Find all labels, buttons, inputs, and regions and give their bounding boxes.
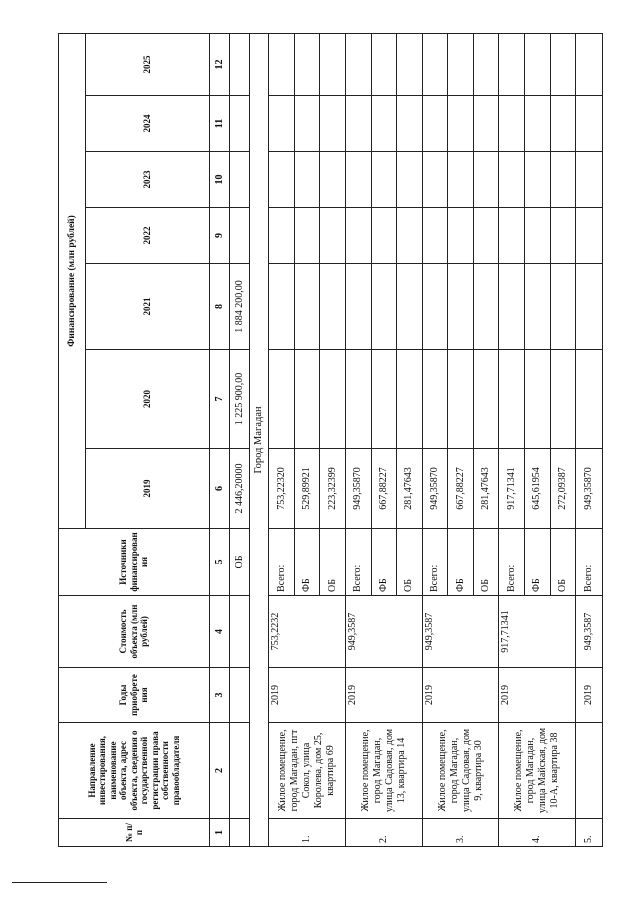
col-number: 12	[210, 33, 230, 95]
value-2019: 281,47643	[473, 449, 499, 529]
table-row	[269, 33, 295, 846]
object-cost: 753,2232	[269, 596, 346, 668]
object-year: 2019	[345, 668, 422, 723]
source-cell: Всего:	[576, 529, 603, 596]
value-2019: 949,35870	[422, 449, 448, 529]
value-2019: 645,61954	[525, 449, 551, 529]
value-2019: 529,89921	[294, 449, 320, 529]
col-number: 8	[210, 264, 230, 350]
header-year-2019: 2019	[85, 449, 210, 529]
header-num: № п/п	[59, 819, 210, 847]
totals-row	[230, 33, 250, 846]
col-number: 11	[210, 96, 230, 152]
object-direction	[576, 723, 603, 819]
value-2019: 917,71341	[499, 449, 525, 529]
object-direction: Жилое помещение, город Магадан, пгт Сокол, улица Королева, дом 25, квартира 69	[269, 723, 346, 819]
object-cost: 949,3587	[422, 596, 499, 668]
section-title: Город Магадан	[250, 33, 269, 846]
object-direction: Жилое помещение, город Магадан, улица Майская, дом 10-А, квартира 38	[499, 723, 576, 819]
object-num: 2.	[345, 819, 422, 847]
header-year-2025: 2025	[85, 33, 210, 95]
header-year-2024: 2024	[85, 96, 210, 152]
totals-2019: 2 446,20000	[230, 449, 250, 529]
table-row	[576, 33, 603, 846]
col-number: 4	[210, 596, 230, 668]
source-cell: ОБ	[320, 529, 346, 596]
col-number: 3	[210, 668, 230, 723]
object-year: 2019	[576, 668, 603, 723]
source-cell: ФБ	[294, 529, 320, 596]
value-2019: 667,88227	[448, 449, 474, 529]
header-years: Годы приобрете ния	[59, 668, 210, 723]
source-cell: ОБ	[473, 529, 499, 596]
object-year: 2019	[499, 668, 576, 723]
col-number: 7	[210, 350, 230, 449]
header-financing: Финансирование (млн рублей)	[59, 33, 86, 528]
object-year: 2019	[422, 668, 499, 723]
object-num: 4.	[499, 819, 576, 847]
source-cell: ОБ	[397, 529, 423, 596]
object-num: 1.	[269, 819, 346, 847]
table-row	[345, 33, 371, 846]
value-2019: 223,32399	[320, 449, 346, 529]
value-2019: 272,09387	[550, 449, 576, 529]
header-direction: Направление инвестирования, наименование объекта, адрес объекта, сведения о государственной регистрации права собственности правообладателя	[59, 723, 210, 819]
col-number: 10	[210, 152, 230, 208]
object-cost: 949,3587	[576, 596, 603, 668]
column-number-row	[210, 33, 230, 846]
totals-source: ОБ	[230, 529, 250, 596]
value-2019: 949,35870	[576, 449, 603, 529]
financing-table	[58, 33, 603, 847]
source-cell: Всего:	[345, 529, 371, 596]
header-year-2022: 2022	[85, 208, 210, 264]
value-2019: 281,47643	[397, 449, 423, 529]
object-num: 5.	[576, 819, 603, 847]
footnote-line	[12, 882, 107, 883]
totals-2020: 1 225 900,00	[230, 350, 250, 449]
source-cell: Всего:	[422, 529, 448, 596]
source-cell: ОБ	[550, 529, 576, 596]
object-cost: 949,3587	[345, 596, 422, 668]
header-sources: Источники финансирован ия	[59, 529, 210, 596]
col-number: 1	[210, 819, 230, 847]
col-number: 5	[210, 529, 230, 596]
totals-2021: 1 884 200,00	[230, 264, 250, 350]
header-year-2023: 2023	[85, 152, 210, 208]
col-number: 6	[210, 449, 230, 529]
header-cost: Стоимость объекта (млн рублей)	[59, 596, 210, 668]
object-num: 3.	[422, 819, 499, 847]
rotated-page	[58, 34, 603, 847]
object-cost: 917,71341	[499, 596, 576, 668]
source-cell: Всего:	[499, 529, 525, 596]
source-cell: Всего:	[269, 529, 295, 596]
col-number: 9	[210, 208, 230, 264]
value-2019: 949,35870	[345, 449, 371, 529]
object-year: 2019	[269, 668, 346, 723]
table-row	[499, 33, 525, 846]
header-year-2021: 2021	[85, 264, 210, 350]
source-cell: ФБ	[448, 529, 474, 596]
header-year-2020: 2020	[85, 350, 210, 449]
value-2019: 753,22320	[269, 449, 295, 529]
object-direction: Жилое помещение, город Магадан, улица Садовая, дом 9, квартира 30	[422, 723, 499, 819]
source-cell: ФБ	[371, 529, 397, 596]
value-2019: 667,88227	[371, 449, 397, 529]
source-cell: ФБ	[525, 529, 551, 596]
col-number: 2	[210, 723, 230, 819]
table-row	[422, 33, 448, 846]
object-direction: Жилое помещение, город Магадан, улица Садовая, дом 13, квартира 14	[345, 723, 422, 819]
